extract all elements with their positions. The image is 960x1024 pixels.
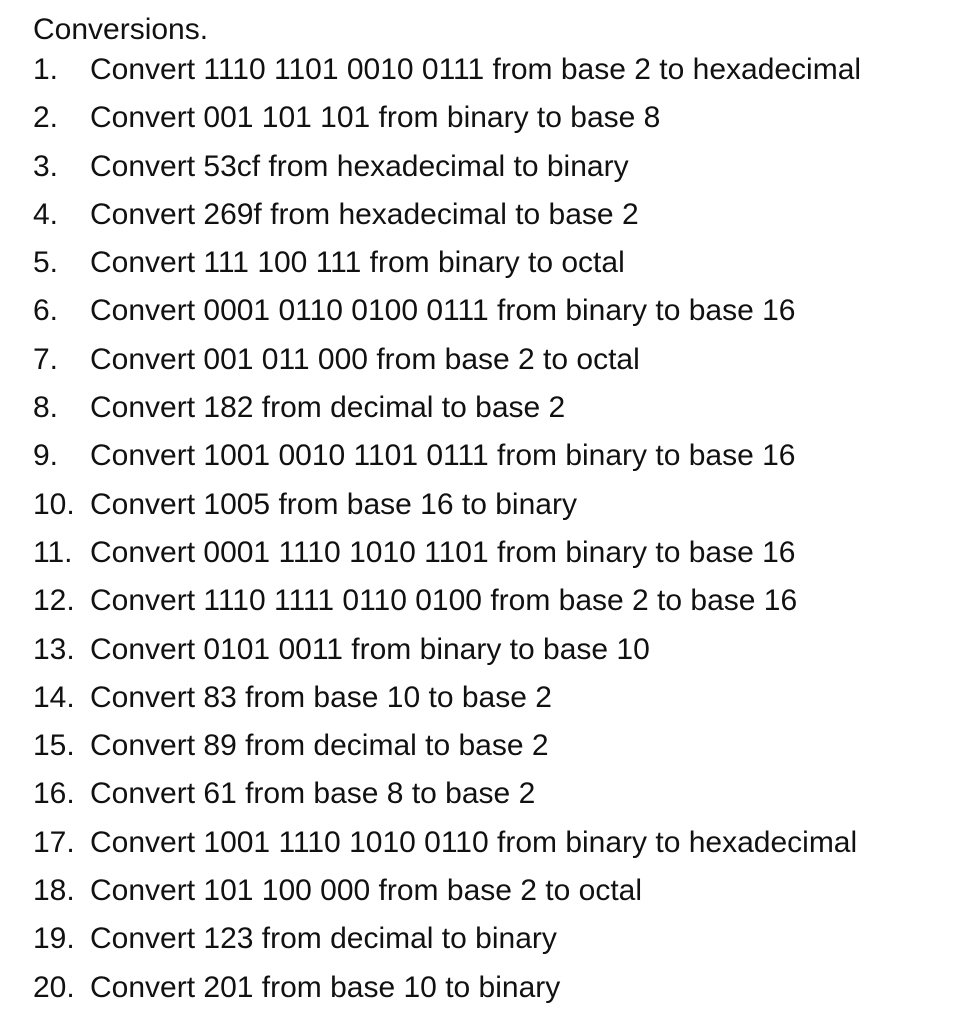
item-text: Convert 61 from base 8 to base 2 (90, 777, 536, 811)
item-text: Convert 111 100 111 from binary to octal (90, 246, 625, 280)
item-number: 17. (33, 825, 75, 859)
item-text: Convert 1001 0010 1101 0111 from binary to base 16 (90, 439, 796, 473)
list-item (33, 98, 943, 146)
item-number: 5. (33, 246, 59, 280)
item-number: 8. (33, 391, 59, 425)
item-text: Convert 101 100 000 from base 2 to octal (90, 874, 643, 908)
list-item (33, 871, 943, 919)
item-text: Convert 182 from decimal to base 2 (90, 391, 566, 425)
list-item (33, 968, 943, 1016)
item-number: 16. (33, 777, 75, 811)
document-title: Conversions. (33, 13, 209, 46)
item-number: 11. (33, 535, 73, 569)
item-text: Convert 201 from base 10 to binary (90, 970, 561, 1004)
list-item (33, 533, 943, 581)
item-number: 15. (33, 729, 75, 763)
item-number: 12. (33, 584, 75, 618)
list-item (33, 243, 943, 291)
list-item (33, 50, 943, 98)
item-text: Convert 269f from hexadecimal to base 2 (90, 197, 639, 231)
list-item (33, 147, 943, 195)
item-number: 10. (33, 487, 75, 521)
item-text: Convert 1110 1101 0010 0111 from base 2 to hexadecimal (90, 53, 862, 86)
list-item (33, 726, 943, 774)
list-item (33, 485, 943, 533)
item-text: Convert 83 from base 10 to base 2 (90, 680, 552, 714)
item-text: Convert 53cf from hexadecimal to binary (90, 149, 629, 183)
item-text: Convert 1110 1111 0110 0100 from base 2 to base 16 (90, 584, 798, 618)
item-number: 9. (33, 439, 59, 473)
item-number: 1. (33, 53, 59, 86)
list-item (33, 436, 943, 484)
item-number: 18. (33, 874, 75, 908)
item-number: 13. (33, 632, 75, 666)
list-item (33, 774, 943, 822)
item-text: Convert 0101 0011 from binary to base 10 (90, 632, 650, 666)
item-number: 4. (33, 197, 59, 231)
list-item (33, 291, 943, 339)
list-item (33, 581, 943, 629)
item-number: 14. (33, 680, 75, 714)
conversions-document (33, 10, 943, 1016)
conversion-list (33, 50, 943, 1016)
item-text: Convert 123 from decimal to binary (90, 922, 557, 956)
item-text: Convert 89 from decimal to base 2 (90, 729, 549, 763)
item-number: 19. (33, 922, 75, 956)
list-item (33, 340, 943, 388)
item-number: 3. (33, 149, 59, 183)
item-text: Convert 0001 1110 1010 1101 from binary to base 16 (90, 535, 796, 569)
item-number: 20. (33, 970, 75, 1004)
list-item (33, 823, 943, 871)
item-number: 2. (33, 101, 59, 135)
item-text: Convert 001 101 101 from binary to base 8 (90, 101, 661, 135)
item-text: Convert 1001 1110 1010 0110 from binary to hexadecimal (90, 825, 858, 859)
item-text: Convert 0001 0110 0100 0111 from binary to base 16 (90, 294, 796, 328)
list-item (33, 919, 943, 967)
list-item (33, 630, 943, 678)
item-number: 7. (33, 342, 59, 376)
item-number: 6. (33, 294, 59, 328)
list-item (33, 195, 943, 243)
list-item (33, 678, 943, 726)
list-item (33, 388, 943, 436)
item-text: Convert 1005 from base 16 to binary (90, 487, 577, 521)
item-text: Convert 001 011 000 from base 2 to octal (90, 342, 640, 376)
